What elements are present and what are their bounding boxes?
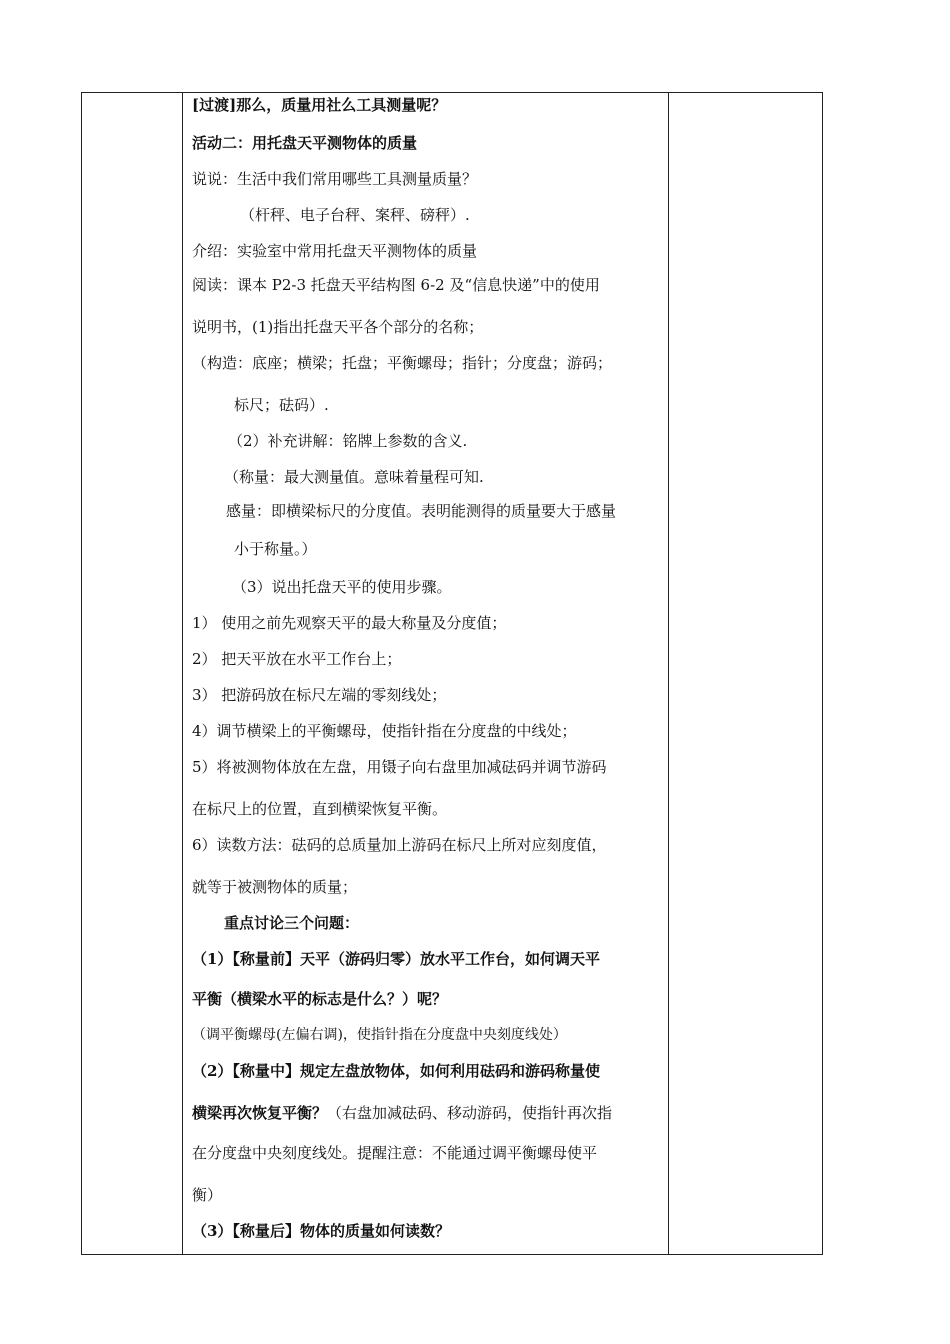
paragraph-line: （构造：底座；横梁；托盘；平衡螺母；指针；分度盘；游码； [192, 354, 613, 372]
paragraph-line: 说说：生活中我们常用哪些工具测量质量？ [192, 170, 478, 188]
activity-two-heading: 活动二：用托盘天平测物体的质量 [192, 134, 418, 152]
list-item: 1） 使用之前先观察天平的最大称量及分度值； [192, 614, 507, 632]
paragraph-line: 小于称量。） [234, 540, 317, 558]
list-item: 5）将被测物体放在左盘，用镊子向右盘里加减砝码并调节游码 [192, 758, 607, 776]
column-divider-left [182, 93, 183, 1254]
paragraph-line: 标尺；砝码）. [234, 396, 329, 414]
discussion-answer: （调平衡螺母(左偏右调)，使指针指在分度盘中央刻度线处） [192, 1027, 567, 1043]
discussion-item: （3）【称量后】物体的质量如何读数？ [192, 1222, 450, 1240]
discussion-question: 横梁再次恢复平衡？ [192, 1104, 328, 1122]
list-item: 2） 把天平放在水平工作台上； [192, 650, 402, 668]
paragraph-line: 感量：即横梁标尺的分度值。表明能测得的质量要大于感量 [226, 502, 617, 520]
list-item: 3） 把游码放在标尺左端的零刻线处； [192, 686, 447, 704]
paragraph-line: （杆秤、电子台秤、案秤、磅秤）. [240, 206, 470, 224]
list-item: 6）读数方法：砝码的总质量加上游码在标尺上所对应刻度值， [192, 836, 607, 854]
discussion-item-line [192, 1103, 612, 1123]
list-item: 4）调节横梁上的平衡螺母，使指针指在分度盘的中线处； [192, 722, 577, 740]
list-item: 在标尺上的位置，直到横梁恢复平衡。 [192, 800, 448, 818]
discussion-heading: 重点讨论三个问题： [224, 914, 360, 932]
paragraph-line: （称量：最大测量值。意味着量程可知. [224, 468, 484, 486]
paragraph-line: 阅读：课本 P2-3 托盘天平结构图 6-2 及“信息快递”中的使用 [192, 276, 600, 294]
paragraph-line: 说明书，(1)指出托盘天平各个部分的名称； [192, 318, 484, 336]
paragraph-line: （3）说出托盘天平的使用步骤。 [232, 578, 452, 596]
transition-question: [过渡]那么，质量用社么工具测量呢？ [192, 96, 447, 114]
discussion-item: （1）【称量前】天平（游码归零）放水平工作台，如何调天平 [192, 950, 600, 968]
discussion-answer: 在分度盘中央刻度线处。提醒注意：不能通过调平衡螺母使平 [192, 1144, 598, 1162]
paragraph-line: （2）补充讲解：铭牌上参数的含义. [228, 432, 468, 450]
discussion-item: 平衡（横梁水平的标志是什么？）呢？ [192, 990, 448, 1008]
discussion-answer: 衡） [192, 1186, 223, 1204]
lesson-table [81, 92, 823, 1255]
paragraph-line: 介绍：实验室中常用托盘天平测物体的质量 [192, 242, 478, 260]
column-divider-right [668, 93, 669, 1254]
list-item: 就等于被测物体的质量； [192, 878, 358, 896]
discussion-item: （2）【称量中】规定左盘放物体，如何利用砝码和游码称量使 [192, 1062, 600, 1080]
discussion-answer: （右盘加减砝码、移动游码，使指针再次指 [327, 1104, 613, 1122]
